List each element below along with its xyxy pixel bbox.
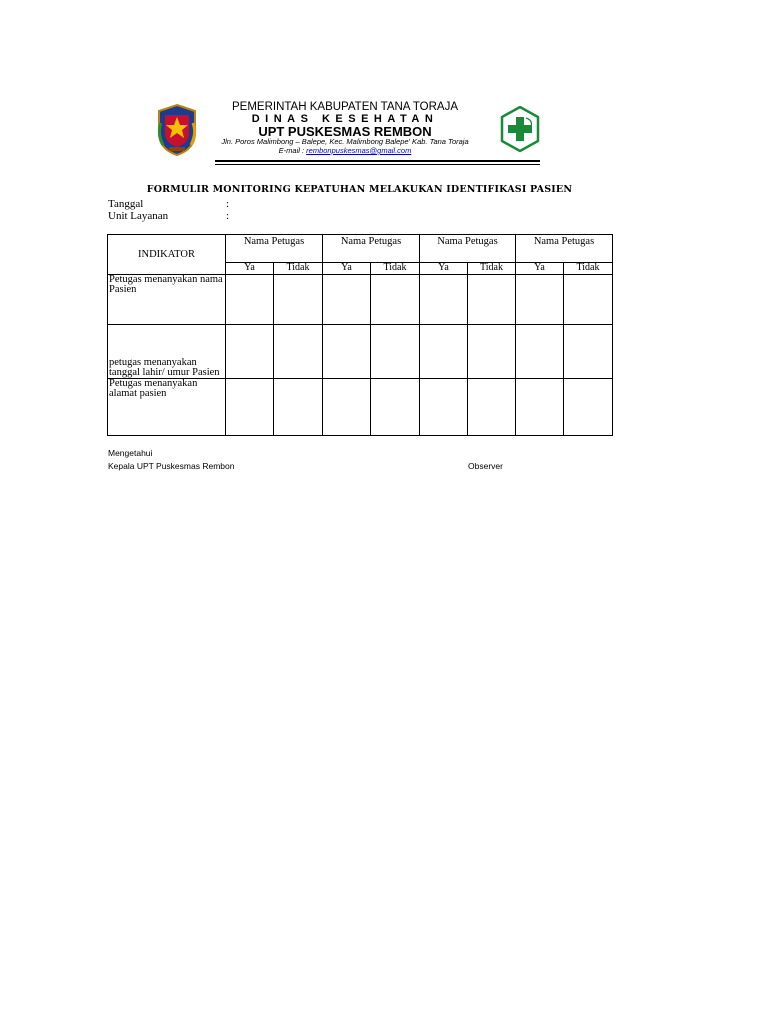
puskesmas-logo-icon xyxy=(500,106,540,152)
institution-title: UPT PUSKESMAS REMBON xyxy=(258,124,432,139)
check-cell[interactable] xyxy=(420,275,468,325)
header-divider-thick xyxy=(215,160,540,162)
check-cell[interactable] xyxy=(371,275,420,325)
email-link[interactable]: rembonpuskesmas@gmail.com xyxy=(306,146,412,155)
government-title: PEMERINTAH KABUPATEN TANA TORAJA xyxy=(231,101,458,113)
email-label: E-mail : xyxy=(278,146,307,155)
tidak-header-1: Tidak xyxy=(274,263,323,275)
indikator-cell: petugas menanyakan tanggal lahir/ umur Pasien xyxy=(108,325,226,379)
check-cell[interactable] xyxy=(516,379,564,436)
check-cell[interactable] xyxy=(323,379,371,436)
ya-header-3: Ya xyxy=(420,263,468,275)
header-divider-thin xyxy=(215,164,540,165)
table-row xyxy=(108,379,613,436)
check-cell[interactable] xyxy=(323,325,371,379)
tidak-header-4: Tidak xyxy=(564,263,613,275)
check-cell[interactable] xyxy=(564,275,613,325)
indikator-header: INDIKATOR xyxy=(108,235,226,275)
ya-header-2: Ya xyxy=(323,263,371,275)
check-cell[interactable] xyxy=(226,379,274,436)
check-cell[interactable] xyxy=(274,275,323,325)
check-cell[interactable] xyxy=(420,325,468,379)
form-title: FORMULIR MONITORING KEPATUHAN MELAKUKAN IDENTIFIKASI PASIEN xyxy=(146,184,573,195)
check-cell[interactable] xyxy=(371,379,420,436)
check-cell[interactable] xyxy=(226,325,274,379)
check-cell[interactable] xyxy=(564,379,613,436)
check-cell[interactable] xyxy=(323,275,371,325)
table-row xyxy=(108,275,613,325)
department-title: DINAS KESEHATAN xyxy=(251,113,439,125)
check-cell[interactable] xyxy=(420,379,468,436)
mengetahui-label: Mengetahui xyxy=(108,448,153,458)
ya-header-4: Ya xyxy=(516,263,564,275)
check-cell[interactable] xyxy=(516,325,564,379)
petugas-header-4: Nama Petugas xyxy=(516,235,613,263)
tanggal-label: Tanggal xyxy=(108,198,144,210)
tidak-header-2: Tidak xyxy=(371,263,420,275)
observer-label: Observer xyxy=(468,461,503,471)
email-line xyxy=(195,146,495,155)
check-cell[interactable] xyxy=(468,379,516,436)
petugas-header-2: Nama Petugas xyxy=(323,235,420,263)
unit-layanan-label: Unit Layanan xyxy=(108,210,169,222)
tanggal-colon: : xyxy=(226,198,230,210)
indikator-cell: Petugas menanyakan nama Pasien xyxy=(108,275,226,325)
regency-emblem-icon xyxy=(155,103,199,157)
indikator-cell: Petugas menanyakan alamat pasien xyxy=(108,379,226,436)
check-cell[interactable] xyxy=(226,275,274,325)
check-cell[interactable] xyxy=(468,275,516,325)
tidak-header-3: Tidak xyxy=(468,263,516,275)
check-cell[interactable] xyxy=(468,325,516,379)
address-line: Jln. Poros Malimbong – Balepe, Kec. Malimbong Balepe' Kab. Tana Toraja xyxy=(221,137,469,146)
table-row xyxy=(108,325,613,379)
check-cell[interactable] xyxy=(371,325,420,379)
check-cell[interactable] xyxy=(564,325,613,379)
kepala-label: Kepala UPT Puskesmas Rembon xyxy=(108,461,235,471)
petugas-header-1: Nama Petugas xyxy=(226,235,323,263)
check-cell[interactable] xyxy=(516,275,564,325)
petugas-header-3: Nama Petugas xyxy=(420,235,516,263)
check-cell[interactable] xyxy=(274,379,323,436)
unit-layanan-colon: : xyxy=(226,210,230,222)
monitoring-table xyxy=(107,234,613,436)
ya-header-1: Ya xyxy=(226,263,274,275)
check-cell[interactable] xyxy=(274,325,323,379)
